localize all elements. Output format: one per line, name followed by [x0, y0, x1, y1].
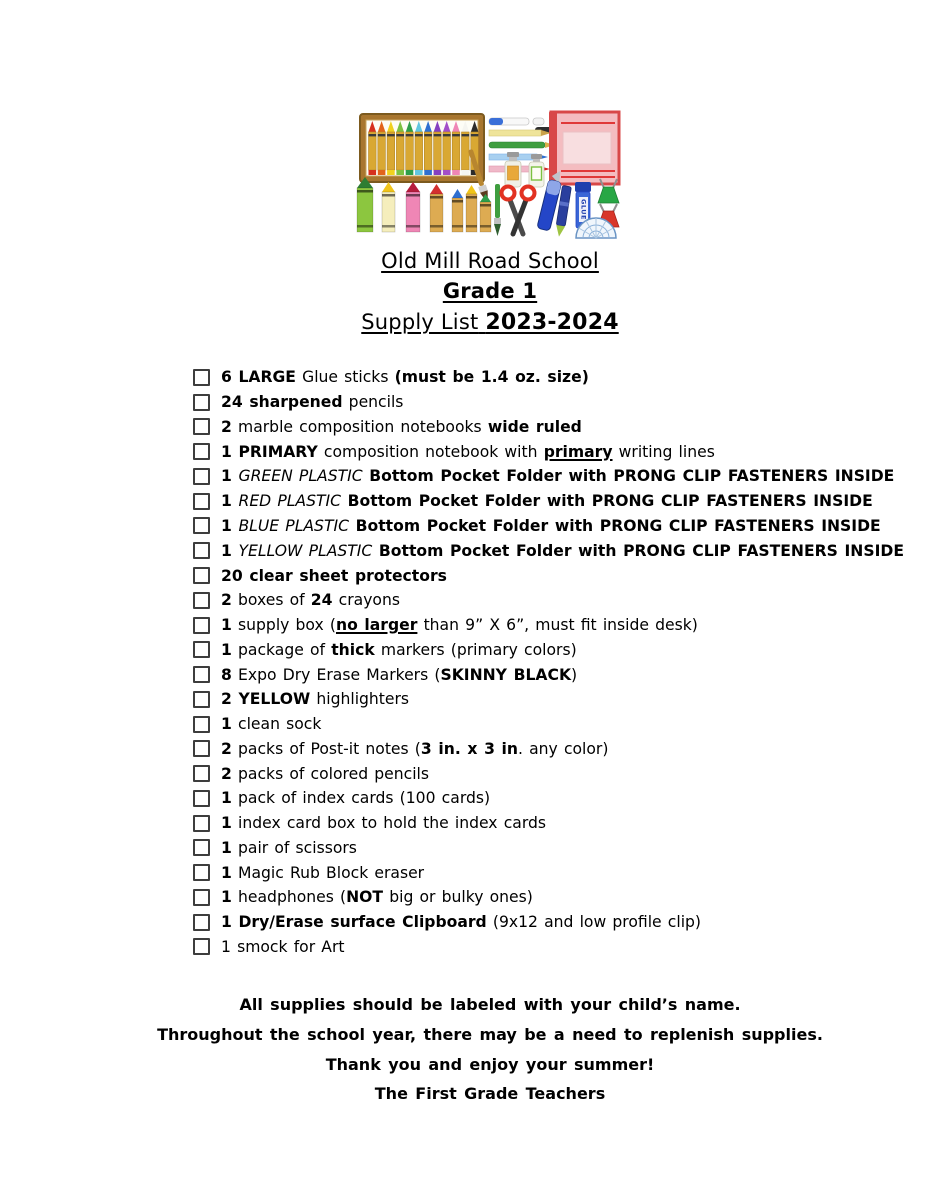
footer-line: The First Grade Teachers [374, 1084, 606, 1104]
item-text: 2 YELLOW highlighters [221, 690, 410, 709]
checklist-item [193, 761, 904, 786]
checklist-item [193, 885, 904, 910]
checklist-item [193, 464, 904, 489]
checklist-item [193, 736, 904, 761]
supply-list-label: Supply List [361, 309, 479, 334]
item-text: 24 sharpened pencils [221, 393, 404, 412]
supply-checklist [193, 365, 904, 959]
crayon-box-icon [360, 114, 484, 182]
item-text: 2 marble composition notebooks wide ruled [221, 417, 582, 436]
item-text: 1 YELLOW PLASTIC Bottom Pocket Folder with PRONG CLIP FASTENERS INSIDE [221, 541, 904, 560]
glue-stick-label: GLUE [579, 199, 588, 220]
checklist-item [193, 365, 904, 390]
item-checkbox[interactable] [193, 790, 210, 807]
checklist-item [193, 811, 904, 836]
item-checkbox[interactable] [193, 567, 210, 584]
loose-crayons-icon [357, 177, 491, 232]
item-text: 2 packs of Post-it notes (3 in. x 3 in. any color) [221, 739, 609, 758]
footer-line: Throughout the school year, there may be a need to replenish supplies. [157, 1024, 823, 1044]
item-text: 1 smock for Art [221, 937, 345, 956]
item-checkbox[interactable] [193, 938, 210, 955]
item-text: 1 Dry/Erase surface Clipboard (9x12 and low profile clip) [221, 913, 702, 932]
item-text: 1 index card box to hold the index cards [221, 814, 546, 833]
school-name: Old Mill Road School [381, 249, 599, 273]
item-checkbox[interactable] [193, 468, 210, 485]
item-checkbox[interactable] [193, 765, 210, 782]
item-checkbox[interactable] [193, 839, 210, 856]
item-checkbox[interactable] [193, 864, 210, 881]
item-text: 2 boxes of 24 crayons [221, 591, 400, 610]
item-text: 1 headphones (NOT big or bulky ones) [221, 888, 533, 907]
item-checkbox[interactable] [193, 666, 210, 683]
item-text: 1 BLUE PLASTIC Bottom Pocket Folder with PRONG CLIP FASTENERS INSIDE [221, 516, 881, 535]
item-checkbox[interactable] [193, 914, 210, 931]
item-checkbox[interactable] [193, 418, 210, 435]
checklist-item [193, 786, 904, 811]
school-supplies-clipart [355, 108, 627, 240]
item-checkbox[interactable] [193, 641, 210, 658]
checklist-item [193, 662, 904, 687]
footer-notes [53, 990, 927, 1109]
item-checkbox[interactable] [193, 369, 210, 386]
checklist-item [193, 687, 904, 712]
checklist-item [193, 439, 904, 464]
checklist-item [193, 563, 904, 588]
checklist-item [193, 935, 904, 960]
checklist-item [193, 390, 904, 415]
item-text: 1 Magic Rub Block eraser [221, 863, 425, 882]
document-content [53, 0, 927, 1200]
item-checkbox[interactable] [193, 716, 210, 733]
checklist-item [193, 538, 904, 563]
item-text: 8 Expo Dry Erase Markers (SKINNY BLACK) [221, 665, 578, 684]
checklist-item [193, 613, 904, 638]
checklist-item [193, 588, 904, 613]
item-checkbox[interactable] [193, 617, 210, 634]
item-text: 1 supply box (no larger than 9” X 6”, must fit inside desk) [221, 616, 698, 635]
footer-line: All supplies should be labeled with your child’s name. [239, 995, 741, 1014]
item-checkbox[interactable] [193, 691, 210, 708]
title-block [53, 246, 927, 338]
item-text: 20 clear sheet protectors [221, 566, 447, 585]
scissors-icon [502, 187, 535, 235]
item-checkbox[interactable] [193, 517, 210, 534]
checklist-item [193, 514, 904, 539]
checklist-item [193, 910, 904, 935]
checklist-item [193, 712, 904, 737]
grade-title: Grade 1 [442, 279, 538, 304]
item-text: 1 GREEN PLASTIC Bottom Pocket Folder with PRONG CLIP FASTENERS INSIDE [221, 467, 895, 486]
item-text: 1 pack of index cards (100 cards) [221, 789, 491, 808]
item-text: 6 LARGE Glue sticks (must be 1.4 oz. size) [221, 368, 589, 387]
item-text: 1 RED PLASTIC Bottom Pocket Folder with PRONG CLIP FASTENERS INSIDE [221, 492, 873, 511]
item-text: 1 clean sock [221, 715, 322, 734]
item-checkbox[interactable] [193, 740, 210, 757]
item-checkbox[interactable] [193, 592, 210, 609]
item-checkbox[interactable] [193, 394, 210, 411]
item-checkbox[interactable] [193, 443, 210, 460]
checklist-item [193, 415, 904, 440]
checklist-item [193, 836, 904, 861]
item-checkbox[interactable] [193, 493, 210, 510]
school-year: 2023-2024 [485, 309, 619, 335]
footer-line: Thank you and enjoy your summer! [325, 1054, 655, 1074]
supply-list-title [361, 310, 618, 334]
item-text: 1 package of thick markers (primary colors) [221, 640, 577, 659]
item-checkbox[interactable] [193, 815, 210, 832]
item-text: 1 pair of scissors [221, 838, 357, 857]
checklist-item [193, 489, 904, 514]
item-checkbox[interactable] [193, 542, 210, 559]
checklist-item [193, 860, 904, 885]
item-text: 2 packs of colored pencils [221, 764, 429, 783]
checklist-item [193, 637, 904, 662]
item-text: 1 PRIMARY composition notebook with primary writing lines [221, 442, 715, 461]
item-checkbox[interactable] [193, 889, 210, 906]
